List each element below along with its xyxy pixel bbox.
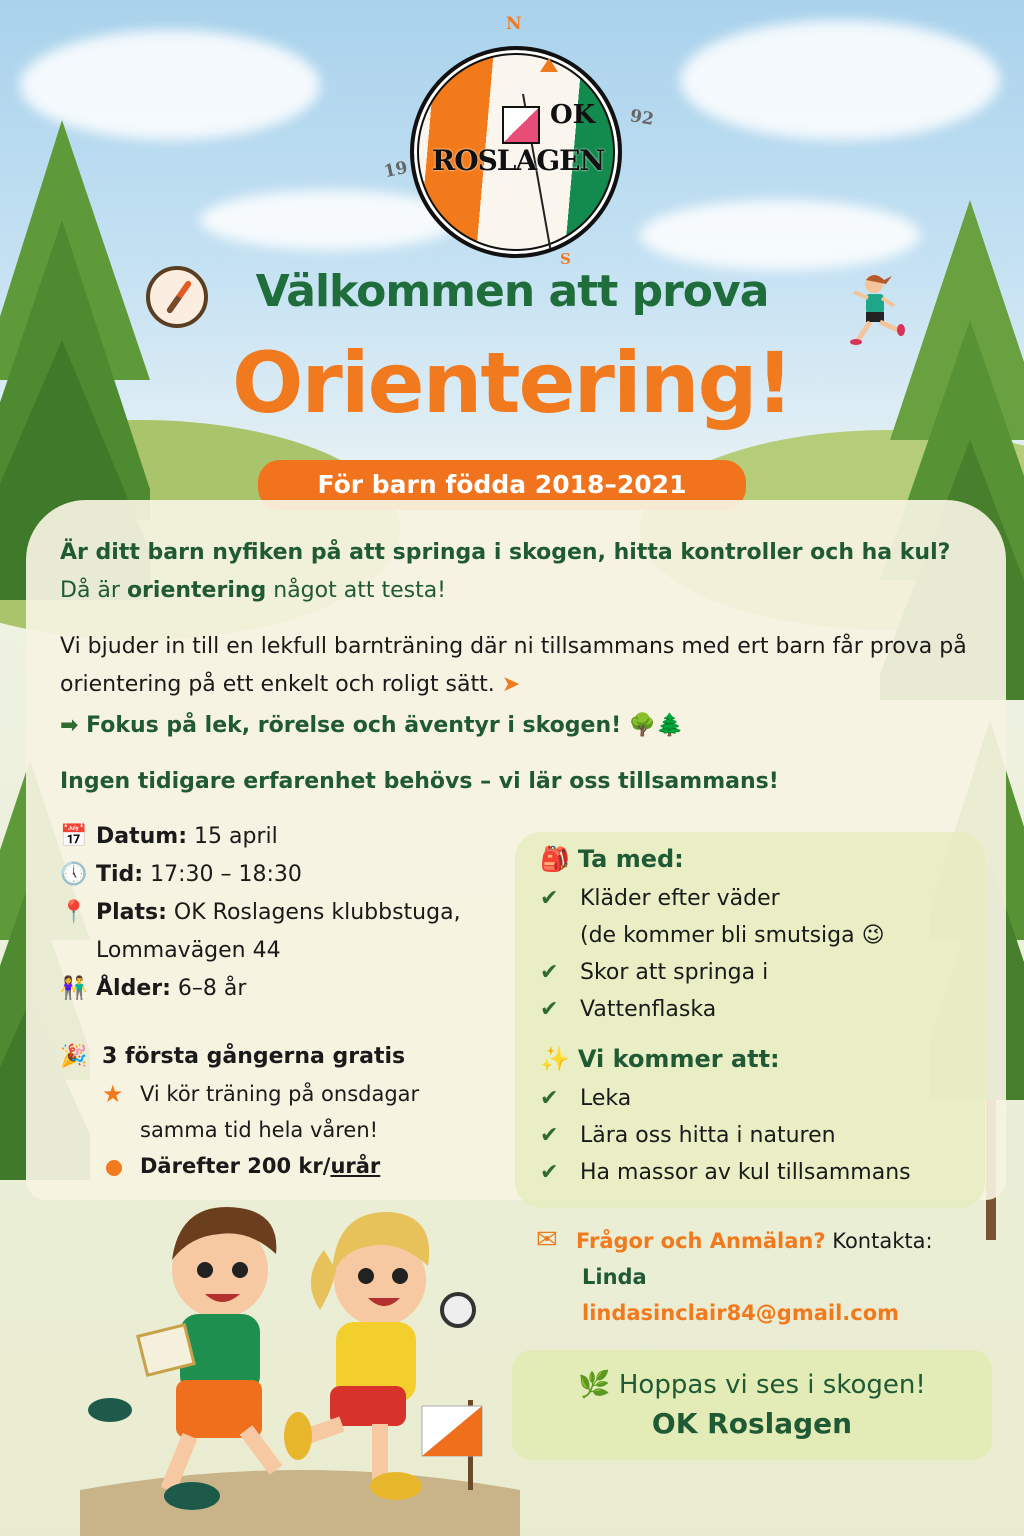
bring-item [540,880,980,917]
children-icon: 👫 [60,976,88,1001]
detail-label: Datum: [96,824,188,849]
arrow-right-icon: ➡ [60,713,79,738]
pricing-section [60,1038,500,1184]
contact-section [536,1222,933,1331]
mail-icon: ✉ [536,1225,558,1255]
north-arrow-icon [540,58,558,72]
detail-age [60,970,500,1008]
price-info [60,1148,500,1184]
price-unit: urår [330,1154,381,1178]
logo-year-left: 19 [382,157,410,183]
main-title: Orientering! [232,334,792,432]
running-children-illustration [80,1190,520,1536]
contact-name: Linda [582,1265,647,1289]
detail-label: Tid: [96,862,144,887]
bring-heading-text: Ta med: [577,845,684,873]
trees-icon: 🌳🌲 [628,713,684,738]
activity-item [540,1154,980,1191]
training-text: Vi kör träning på onsdagar samma tid hela våren! [140,1082,420,1142]
bullet-dot-icon [106,1160,122,1176]
activity-item [540,1080,980,1117]
detail-time [60,856,500,894]
contact-label: Kontakta: [825,1229,933,1253]
star-icon: ★ [102,1080,124,1108]
calendar-icon: 📅 [60,824,88,849]
detail-date [60,818,500,856]
checkmark-icon: ✔ [540,960,559,985]
activity-item-text: Ha massor av kul tillsammans [580,1160,911,1185]
orienteering-flag-icon [502,106,540,144]
intro-bold-word: orientering [126,578,267,603]
age-badge: För barn födda 2018–2021 [258,460,746,510]
sparkle-icon: ✨ [540,1045,570,1073]
cloud [680,20,1000,140]
activity-item [540,1117,980,1154]
detail-label: Plats: [96,900,167,925]
detail-value: OK Roslagens klubbstuga, Lommavägen 44 [96,900,461,963]
bring-item [540,991,980,1028]
event-details [60,818,500,1008]
logo-club-name: ROSLAGEN [431,144,605,177]
contact-question: Frågor och Anmälan? [576,1229,826,1253]
activity-item-text: Leka [580,1086,632,1111]
invitation-paragraph [60,628,980,704]
intro-question: Är ditt barn nyfiken på att springa i skogen, hitta kontroller och ha kul? [60,540,951,565]
checkmark-icon: ✔ [540,997,559,1022]
invitation-text: Vi bjuder in till en lekfull barnträning där ni tillsammans med ert barn får prova på orientering på ett enkelt och roligt sätt. [60,634,967,697]
detail-label: Ålder: [96,976,171,1001]
detail-value: 17:30 – 18:30 [143,862,302,887]
activities-heading [540,1038,980,1080]
detail-value: 6–8 år [170,976,247,1001]
footer-message [512,1366,992,1444]
bring-item-text: Kläder efter väder [580,886,780,911]
location-pin-icon: 📍 [60,900,88,925]
bring-heading [540,838,980,880]
logo-south-label: S [560,250,571,268]
detail-location [60,894,500,970]
backpack-icon: 🎒 [540,845,570,873]
logo-north-label: N [506,14,522,34]
bring-item-note: (de kommer bli smutsiga 😉 [580,923,885,948]
footer-greeting: Hoppas vi ses i skogen! [618,1370,926,1400]
logo-ok-text: OK [550,100,596,130]
detail-value: 15 april [187,824,278,849]
cloud [640,200,920,270]
footer-club-name: OK Roslagen [651,1407,853,1440]
focus-text: Fokus på lek, rörelse och äventyr i skogen! [86,713,622,738]
checkmark-icon: ✔ [540,1086,559,1111]
checkmark-icon: ✔ [540,1160,559,1185]
focus-line [60,706,684,746]
logo-year-right: 92 [628,106,656,130]
clock-icon: 🕔 [60,862,88,887]
bring-item [540,954,980,991]
free-sessions-heading [60,1038,500,1076]
leaf-icon: 🌿 [578,1370,611,1400]
checkmark-icon: ✔ [540,1123,559,1148]
club-logo [382,14,656,268]
intro-paragraph [60,534,980,610]
price-text: Därefter 200 kr/ [140,1154,331,1178]
bring-item-text: Vattenflaska [580,997,717,1022]
no-experience-line: Ingen tidigare erfarenhet behövs – vi lär oss tillsammans! [60,769,779,794]
arrow-right-icon: ➤ [501,672,521,697]
welcome-heading: Välkommen att prova [255,266,769,317]
celebration-icon: 🎉 [60,1044,88,1069]
bring-item-text: Skor att springa i [580,960,769,985]
checklist-content [540,838,980,1191]
activities-heading-text: Vi kommer att: [577,1045,780,1073]
training-info [60,1076,500,1148]
checkmark-icon: ✔ [540,886,559,911]
contact-email-link[interactable]: lindasinclair84@gmail.com [582,1301,900,1325]
activity-item-text: Lära oss hitta i naturen [580,1123,836,1148]
free-sessions-text: 3 första gångerna gratis [102,1044,406,1069]
intro-text: Då är [60,578,127,603]
intro-text-end: något att testa! [266,578,447,603]
